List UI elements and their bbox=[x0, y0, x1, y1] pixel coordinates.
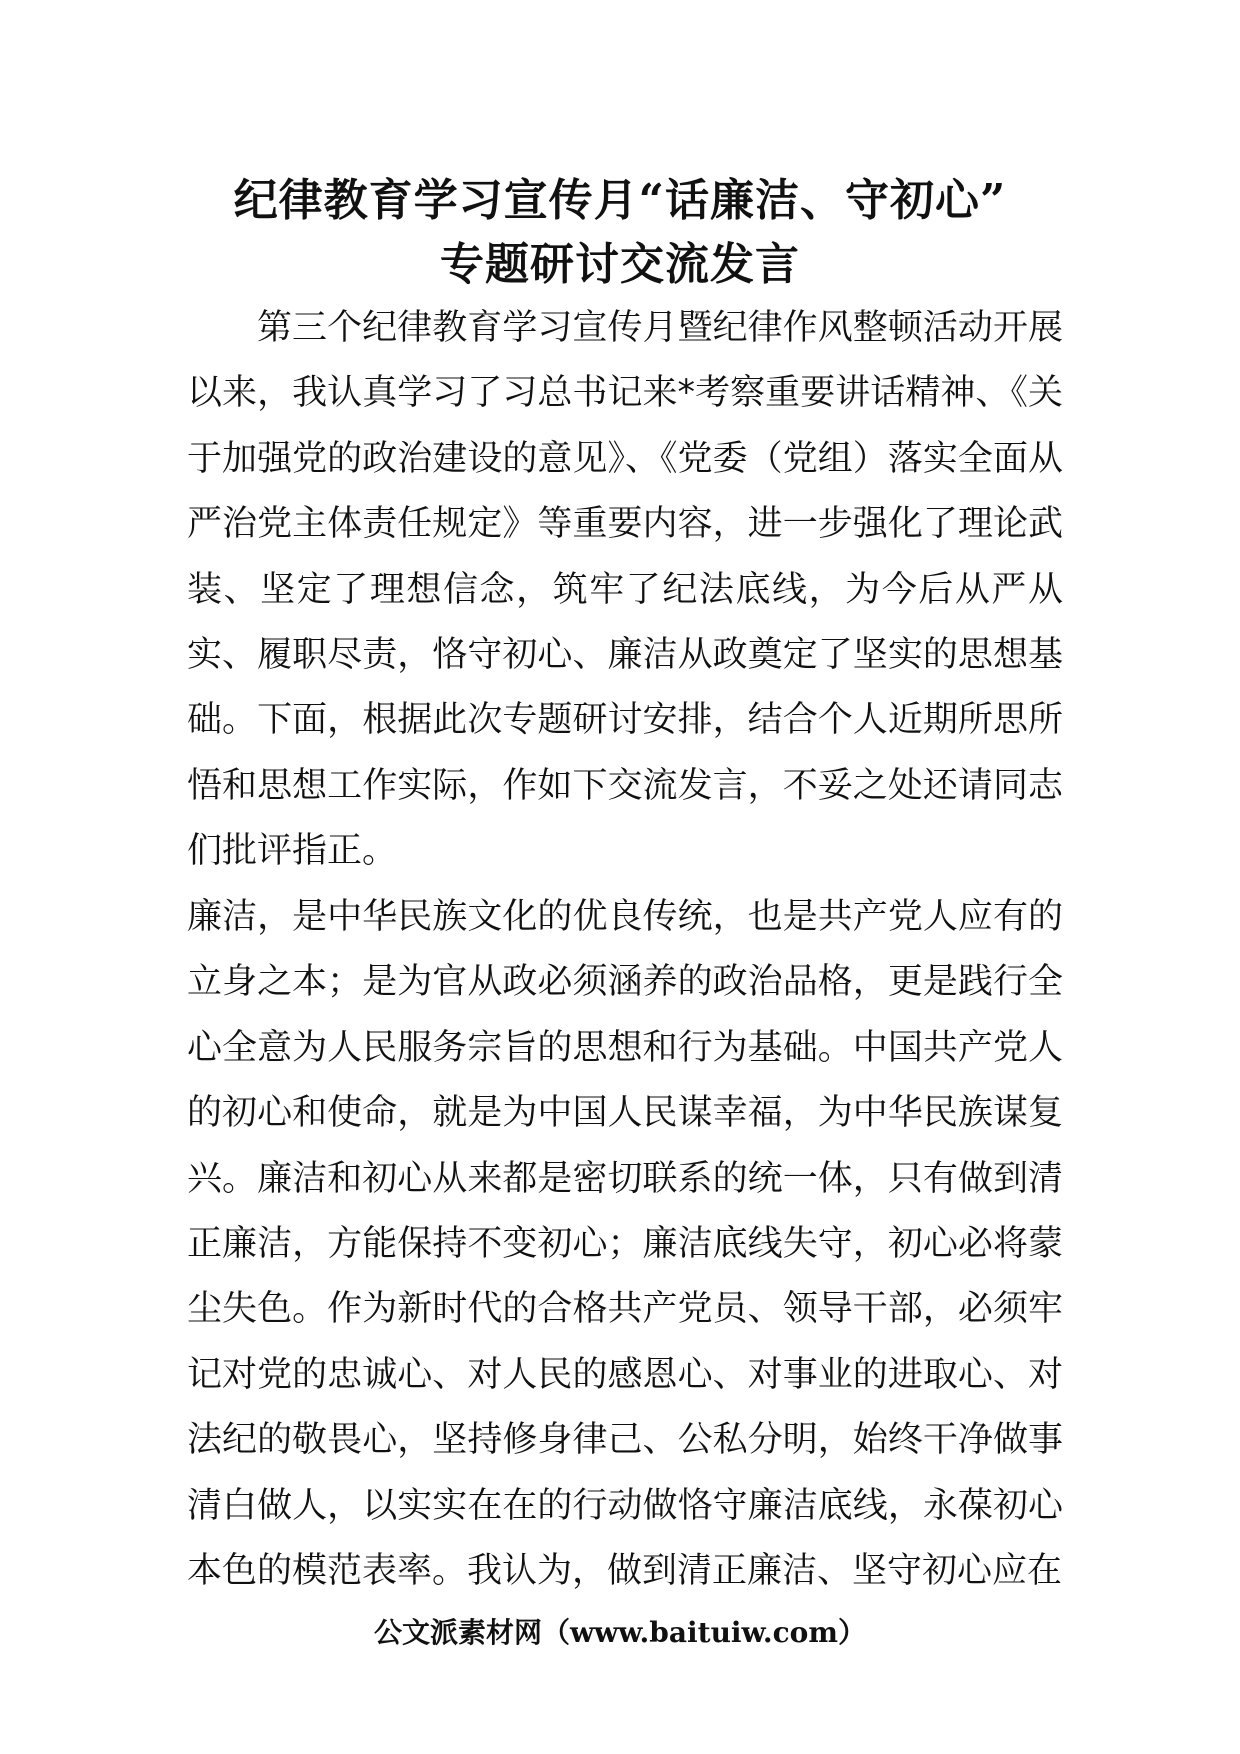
document-title-line2: 专题研讨交流发言 bbox=[440, 239, 800, 290]
footer-watermark: 公文派素材网（www.baituiw.com） bbox=[374, 1616, 866, 1649]
paragraph-intro: 第三个纪律教育学习宣传月暨纪律作风整顿活动开展以来，我认真学习了习总书记来*考察重要讲话精神、《关于加强党的政治建设的意见》、《党委（党组）落实全面从严治党主体责任规定》等重要内容，进一步强化了理论武装、坚定了理想信念，筑牢了纪法底线，为今后从严从实、履职尽责，恪守初心、廉洁从政奠定了坚实的思想基础。下面，根据此次专题研讨安排，结合个人近期所思所悟和思想工作实际，作如下交流发言，不妥之处还请同志们批评指正。 bbox=[187, 308, 1063, 872]
document-title-line1: 纪律教育学习宣传月“话廉洁、守初心” bbox=[233, 175, 1007, 226]
paragraph-integrity: 廉洁，是中华民族文化的优良传统，也是共产党人应有的立身之本；是为官从政必须涵养的政治品格，更是践行全心全意为人民服务宗旨的思想和行为基础。中国共产党人的初心和使命，就是为中国人民谋幸福，为中华民族谋复兴。廉洁和初心从来都是密切联系的统一体，只有做到清正廉洁，方能保持不变初心；廉洁底线失守，初心必将蒙尘失色。作为新时代的合格共产党员、领导干部，必须牢记对党的忠诚心、对人民的感恩心、对事业的进取心、对法纪的敬畏心，坚持修身律己、公私分明，始终干净做事清白做人，以实实在在的行动做恪守廉洁底线，永葆初心本色的模范表率。我认为，做到清正廉洁、坚守初心应在 bbox=[187, 897, 1063, 1592]
